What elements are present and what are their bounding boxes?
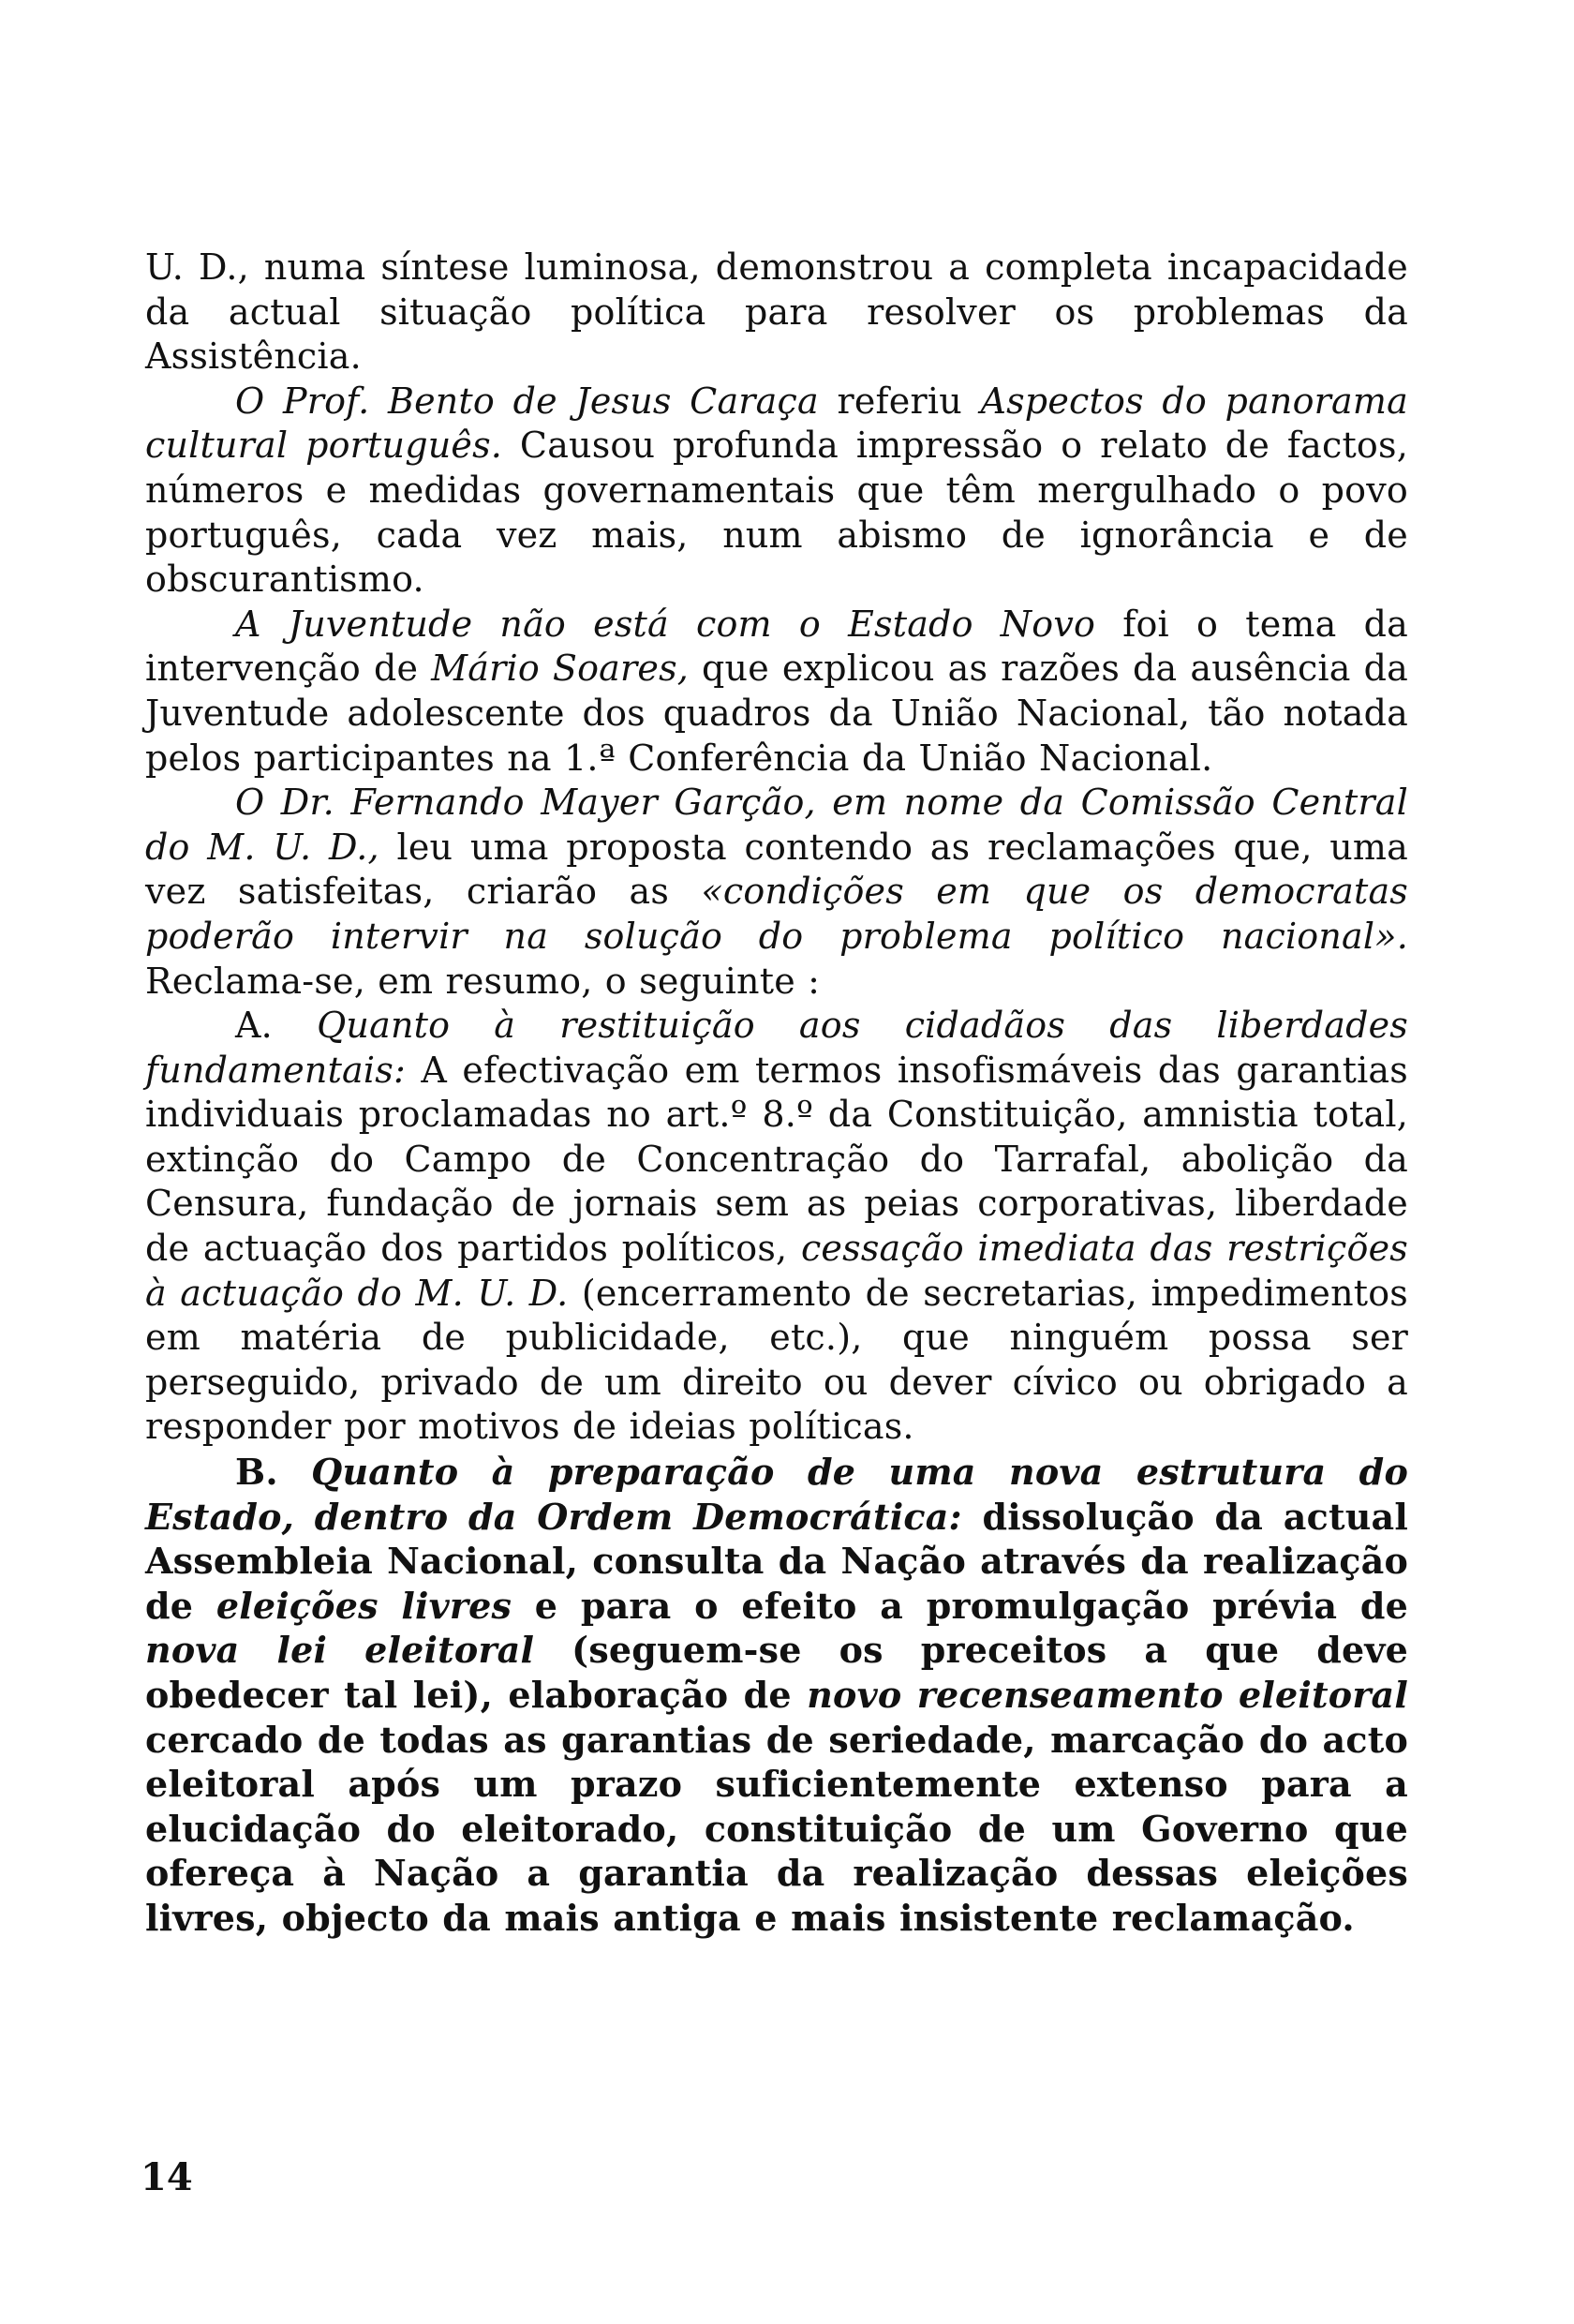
- body-text: [145, 246, 1408, 1941]
- paragraph-3: A Juventude não está com o Estado Novo foi o tema da intervenção de Mário Soares, que explicou as razões da ausência da Juventude adolescente dos quadros da União Nacional, tão notada pelos participantes na 1.ª Conferência da União Nacional.: [145, 603, 1408, 779]
- paragraph-1: U. D., numa síntese luminosa, demonstrou a completa incapacidade da actual situação política para resolver os problemas da Assistência.: [145, 246, 1408, 378]
- paragraph-4: O Dr. Fernando Mayer Garção, em nome da Comissão Central do M. U. D., leu uma proposta contendo as reclamações que, uma vez satisfeitas, criarão as «condições em que os democratas poderão intervir na solução do problema político nacional». Reclama-se, em resumo, o seguinte :: [145, 782, 1409, 1002]
- paragraph-2: O Prof. Bento de Jesus Caraça referiu Aspectos do panorama cultural português. Causou profunda impressão o relato de factos, números e medidas governamentais que têm mergulhado o povo português, cada vez mais, num abismo de ignorância e de obscurantismo.: [145, 380, 1408, 601]
- paragraph-5: A. Quanto à restituição aos cidadãos das liberdades fundamentais: A efectivação em termos insofismáveis das garantias individuais proclamadas no art.º 8.º da Constituição, amnistia total, extinção do Campo de Concentração do Tarrafal, abolição da Censura, fundação de jornais sem as peias corporativas, liberdade de actuação dos partidos políticos, cessação imediata das restrições à actuação do M. U. D. (encerramento de secretarias, impedimentos em matéria de publicidade, etc.), que ninguém possa ser perseguido, privado de um direito ou dever cívico ou obrigado a responder por motivos de ideias políticas.: [145, 1005, 1409, 1448]
- page-number: 14: [141, 2155, 193, 2199]
- paragraph-6: B. Quanto à preparação de uma nova estrutura do Estado, dentro da Ordem Democrática: dissolução da actual Assembleia Nacional, consulta da Nação através da realização de eleições livres e para o efeito a promulgação prévia de nova lei eleitoral (seguem-se os preceitos a que deve obedecer tal lei), elaboração de novo recenseamento eleitoral cercado de todas as garantias de seriedade, marcação do acto eleitoral após um prazo suficientemente extenso para a elucidação do eleitorado, constituição de um Governo que ofereça à Nação a garantia da realização dessas eleições livres, objecto da mais antiga e mais insistente reclamação.: [145, 1451, 1409, 1939]
